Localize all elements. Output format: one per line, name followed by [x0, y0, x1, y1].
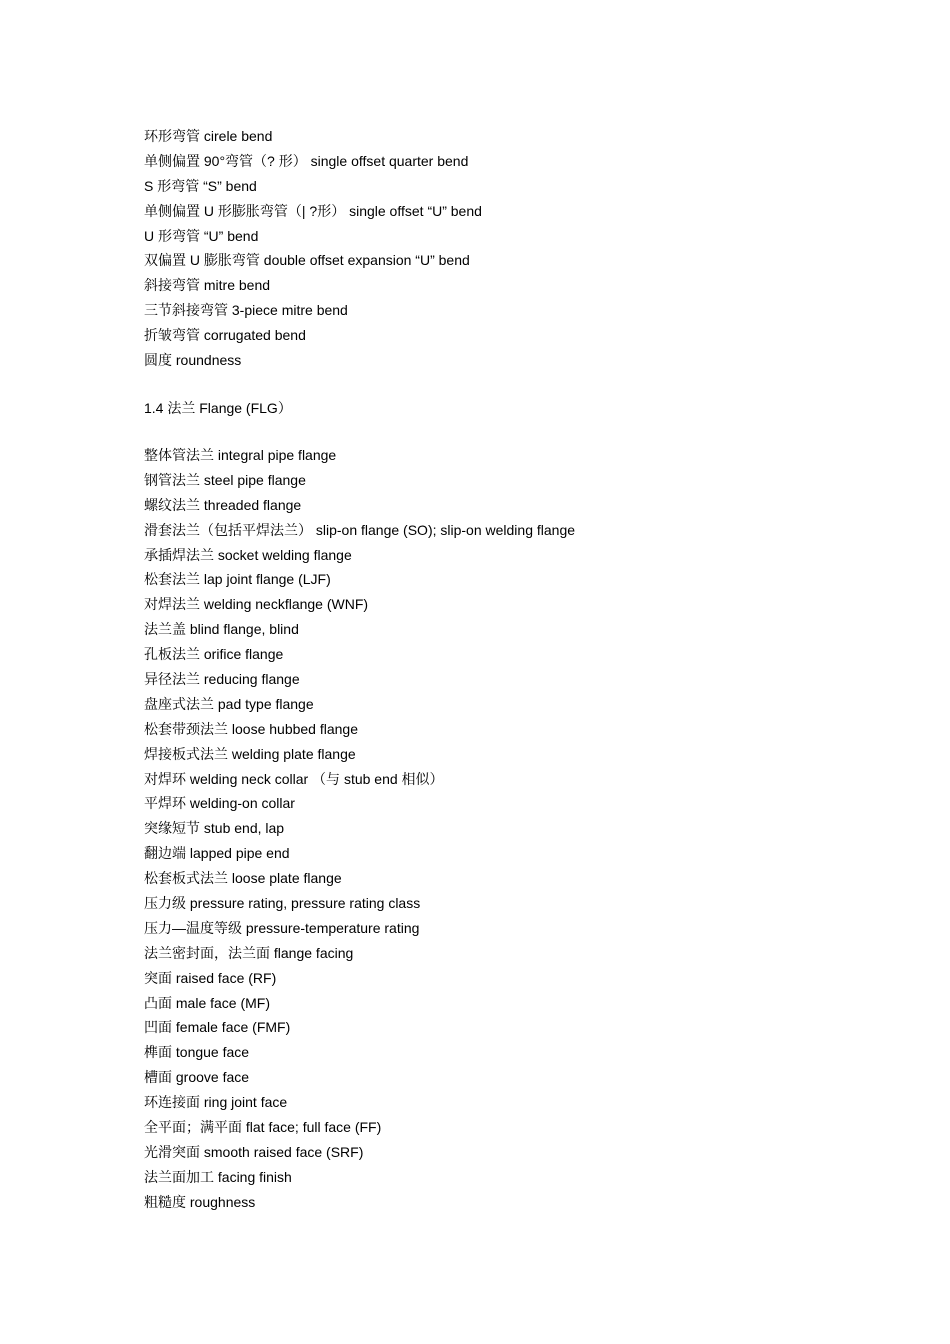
list-item: 槽面 groove face — [144, 1069, 250, 1086]
list-item: 焊接板式法兰 welding plate flange — [144, 745, 356, 762]
list-item: 松套板式法兰 loose plate flange — [144, 870, 342, 887]
list-item: 对焊法兰 welding neckflange (WNF) — [144, 596, 369, 613]
list-item: 环形弯管 cirele bend — [144, 128, 273, 144]
bends-term-list — [144, 124, 904, 373]
list-item: 全平面；满平面 flat face; full face (FF) — [144, 1119, 382, 1136]
flange-term-list — [144, 443, 904, 1215]
list-item: 滑套法兰（包括平焊法兰） slip-on flange (SO); slip-on welding flange — [144, 521, 576, 538]
list-item: 异径法兰 reducing flange — [144, 671, 300, 687]
list-item: 盘座式法兰 pad type flange — [144, 695, 314, 712]
list-item: 榫面 tongue face — [144, 1044, 250, 1061]
list-item: 压力—温度等级 pressure-temperature rating — [144, 919, 420, 936]
list-item: 螺纹法兰 threaded flange — [144, 496, 302, 513]
list-item: 平焊环 welding-on collar — [144, 795, 295, 812]
list-item: 法兰面加工 facing finish — [144, 1168, 292, 1185]
list-item: 松套带颈法兰 loose hubbed flange — [144, 720, 358, 737]
document-page — [144, 124, 904, 1215]
list-item: 凹面 female face (FMF) — [144, 1019, 291, 1036]
list-item: S 形弯管 “S” bend — [144, 177, 257, 194]
list-item: 突缘短节 stub end, lap — [144, 820, 285, 837]
list-item: 环连接面 ring joint face — [144, 1094, 288, 1111]
list-item: 单侧偏置 90°弯管（? 形） single offset quarter bend — [144, 152, 469, 169]
list-item: 粗糙度 roughness — [144, 1193, 256, 1210]
list-item: 承插焊法兰 socket welding flange — [144, 546, 352, 563]
list-item: 凸面 male face (MF) — [144, 994, 271, 1011]
list-item: 斜接弯管 mitre bend — [144, 277, 271, 294]
list-item: 松套法兰 lap joint flange (LJF) — [144, 571, 331, 588]
list-item: 孔板法兰 orifice flange — [144, 646, 284, 663]
section-heading-flange: 1.4 法兰 Flange (FLG） — [144, 399, 292, 416]
list-item: 三节斜接弯管 3-piece mitre bend — [144, 302, 348, 319]
list-item: U 形弯管 “U” bend — [144, 227, 259, 244]
list-item: 单侧偏置 U 形膨胀弯管（| ?形） single offset “U” bend — [144, 202, 482, 219]
list-item: 双偏置 U 膨胀弯管 double offset expansion “U” bend — [144, 252, 470, 269]
list-item: 整体管法兰 integral pipe flange — [144, 446, 337, 463]
list-item: 翻边端 lapped pipe end — [144, 845, 290, 862]
list-item: 对焊环 welding neck collar （与 stub end 相似） — [144, 770, 444, 787]
list-item: 折皱弯管 corrugated bend — [144, 327, 306, 344]
list-item: 圆度 roundness — [144, 352, 242, 369]
list-item: 压力级 pressure rating, pressure rating class — [144, 895, 421, 912]
list-item: 突面 raised face (RF) — [144, 969, 277, 986]
list-item: 光滑突面 smooth raised face (SRF) — [144, 1143, 364, 1160]
list-item: 法兰密封面，法兰面 flange facing — [144, 944, 354, 961]
list-item: 法兰盖 blind flange, blind — [144, 621, 299, 638]
list-item: 钢管法兰 steel pipe flange — [144, 471, 306, 488]
